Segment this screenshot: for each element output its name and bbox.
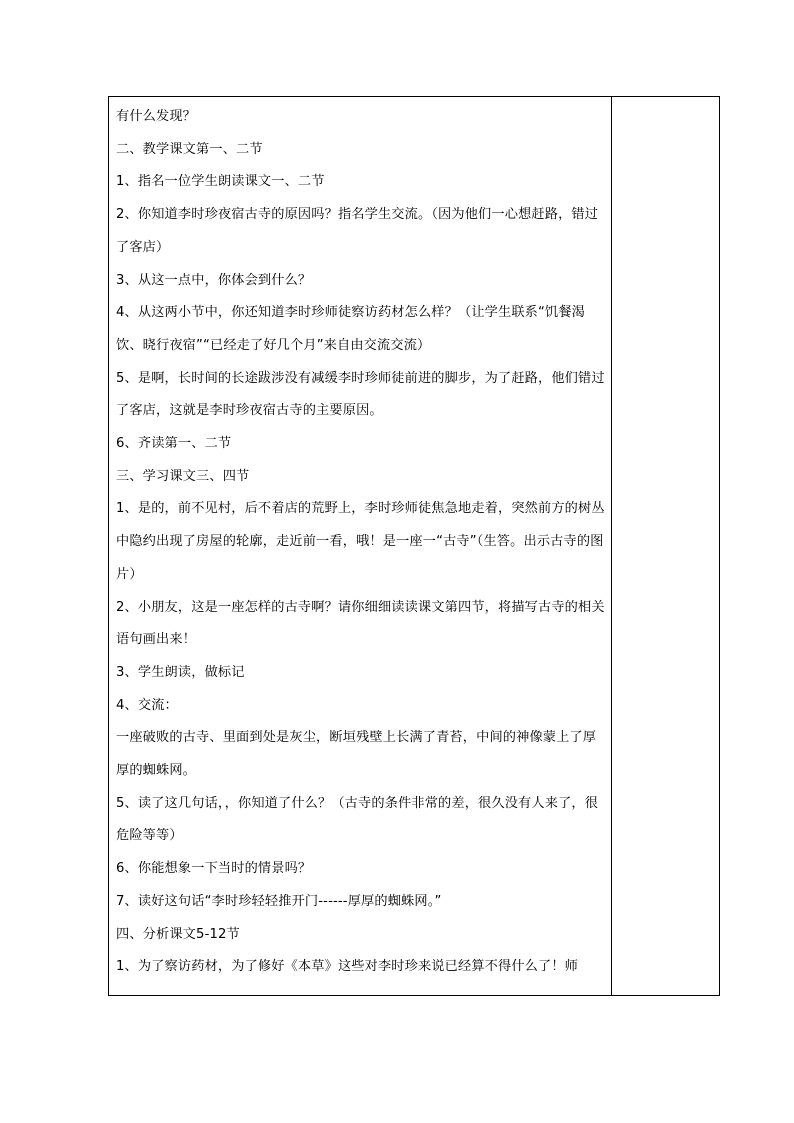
paragraph: 1、为了察访药材，为了修好《本草》这些对李时珍来说已经算不得什么了！师 <box>116 959 579 975</box>
lesson-plan-table <box>108 96 720 996</box>
paragraph: 有什么发现？ <box>116 109 197 124</box>
paragraph: 6、你能想象一下当时的情景吗？ <box>116 861 312 877</box>
paragraph: 5、读了这几句话，，你知道了什么？（古寺的条件非常的差，很久没有人来了，很危险等等） <box>116 795 599 844</box>
paragraph: 2、你知道李时珍夜宿古寺的原因吗？指名学生交流。（因为他们一心想赶路，错过了客店） <box>116 207 599 255</box>
lesson-content-cell <box>109 97 612 995</box>
notes-cell <box>612 97 719 995</box>
paragraph: 1、是的，前不见村，后不着店的荒野上，李时珍师徒焦急地走着，突然前方的树丛中隐约出现了房屋的轮廓，走近前一看，哦！是一座一“古寺”（生答。出示古寺的图片） <box>116 501 605 582</box>
section-heading: 四、分析课文5-12节 <box>116 926 240 942</box>
paragraph: 5、是啊，长时间的长途跋涉没有减缓李时珍师徒前进的脚步，为了赶路，他们错过了客店，这就是李时珍夜宿古寺的主要原因。 <box>116 370 605 419</box>
paragraph: 6、齐读第一、二节 <box>116 436 232 452</box>
paragraph: 1、指名一位学生朗读课文一、二节 <box>116 174 325 190</box>
paragraph: 4、交流： <box>116 697 178 713</box>
paragraph: 3、从这一点中，你体会到什么？ <box>116 272 312 288</box>
paragraph: 7、读好这句话“李时珍轻轻推开门------厚厚的蜘蛛网。” <box>116 893 442 909</box>
paragraph: 一座破败的古寺、里面到处是灰尘，断垣残壁上长满了青苔，中间的神像蒙上了厚厚的蜘蛛网。 <box>116 730 597 779</box>
paragraph: 2、小朋友，这是一座怎样的古寺啊？请你细细读读课文第四节，将描写古寺的相关语句画出来！ <box>116 599 605 648</box>
paragraph: 4、从这两小节中，你还知道李时珍师徒察访药材怎么样？（让学生联系“饥餐渴饮、晓行夜宿”“已经走了好几个月”来自由交流交流） <box>116 305 585 353</box>
section-heading: 三、学习课文三、四节 <box>116 468 250 484</box>
paragraph: 3、学生朗读，做标记 <box>116 664 245 680</box>
section-heading: 二、教学课文第一、二节 <box>116 141 263 157</box>
